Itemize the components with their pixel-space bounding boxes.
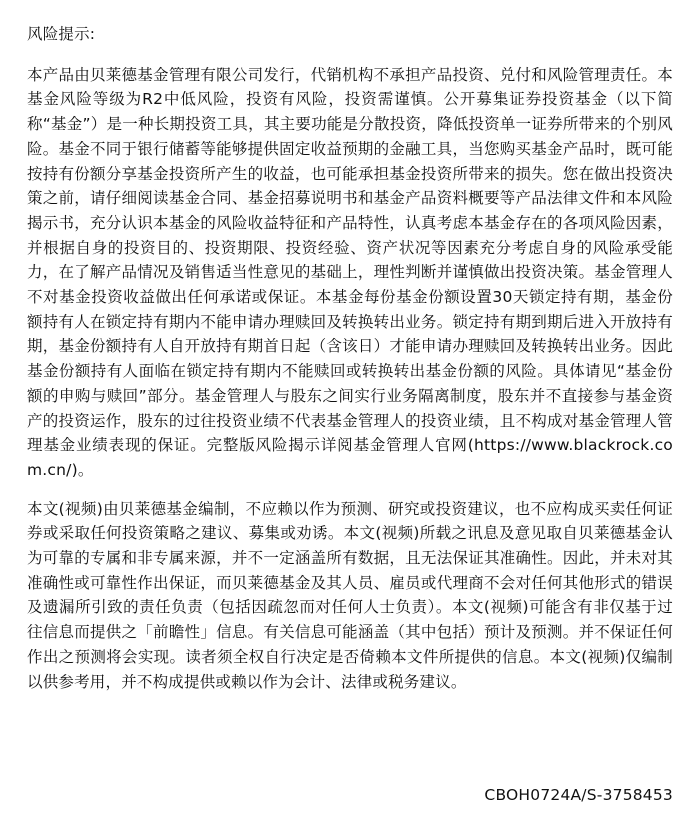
risk-disclosure-paragraph: 本产品由贝莱德基金管理有限公司发行，代销机构不承担产品投资、兑付和风险管理责任。本基金风险等级为R2中低风险，投资有风险，投资需谨慎。公开募集证券投资基金（以下简称“基金”）是一种长期投资工具，其主要功能是分散投资，降低投资单一证券所带来的个别风险。基金不同于银行储蓄等能够提供固定收益预期的金融工具，当您购买基金产品时，既可能按持有份额分享基金投资所产生的收益，也可能承担基金投资所带来的损失。您在做出投资决策之前，请仔细阅读基金合同、基金招募说明书和基金产品资料概要等产品法律文件和本风险揭示书，充分认识本基金的风险收益特征和产品特性，认真考虑本基金存在的各项风险因素，并根据自身的投资目的、投资期限、投资经验、资产状况等因素充分考虑自身的风险承受能力，在了解产品情况及销售适当性意见的基础上，理性判断并谨慎做出投资决策。基金管理人不对基金投资收益做出任何承诺或保证。本基金每份基金份额设置30天锁定持有期，基金份额持有人在锁定持有期内不能申请办理赎回及转换转出业务。锁定持有期到期后进入开放持有期，基金份额持有人自开放持有期首日起（含该日）才能申请办理赎回及转换转出业务。因此基金份额持有人面临在锁定持有期内不能赎回或转换转出基金份额的风险。具体请见“基金份额的申购与赎回”部分。基金管理人与股东之间实行业务隔离制度，股东并不直接参与基金资产的投资运作，股东的过往投资业绩不代表基金管理人的投资业绩，且不构成对基金管理人管理基金业绩表现的保证。完整版风险揭示详阅基金管理人官网(https://www.blackrock.com.cn/)。 [27,65,673,479]
risk-disclosure-document [27,22,673,694]
document-code: CBOH0724A/S-3758453 [484,786,673,804]
risk-warning-heading: 风险提示: [27,25,96,43]
disclaimer-paragraph: 本文(视频)由贝莱德基金编制，不应赖以作为预测、研究或投资建议，也不应构成买卖任何证券或采取任何投资策略之建议、募集或劝诱。本文(视频)所载之讯息及意见取自贝莱德基金认为可靠的专属和非专属来源，并不一定涵盖所有数据，且无法保证其准确性。因此，并未对其准确性或可靠性作出保证，而贝莱德基金及其人员、雇员或代理商不会对任何其他形式的错误及遗漏所引致的责任负责（包括因疏忽而对任何人士负责）。本文(视频)可能含有非仅基于过往信息而提供之「前瞻性」信息。有关信息可能涵盖（其中包括）预计及预测。并不保证任何作出之预测将会实现。读者须全权自行决定是否倚赖本文件所提供的信息。本文(视频)仅编制以供参考用，并不构成提供或赖以作为会计、法律或税务建议。 [27,499,673,691]
